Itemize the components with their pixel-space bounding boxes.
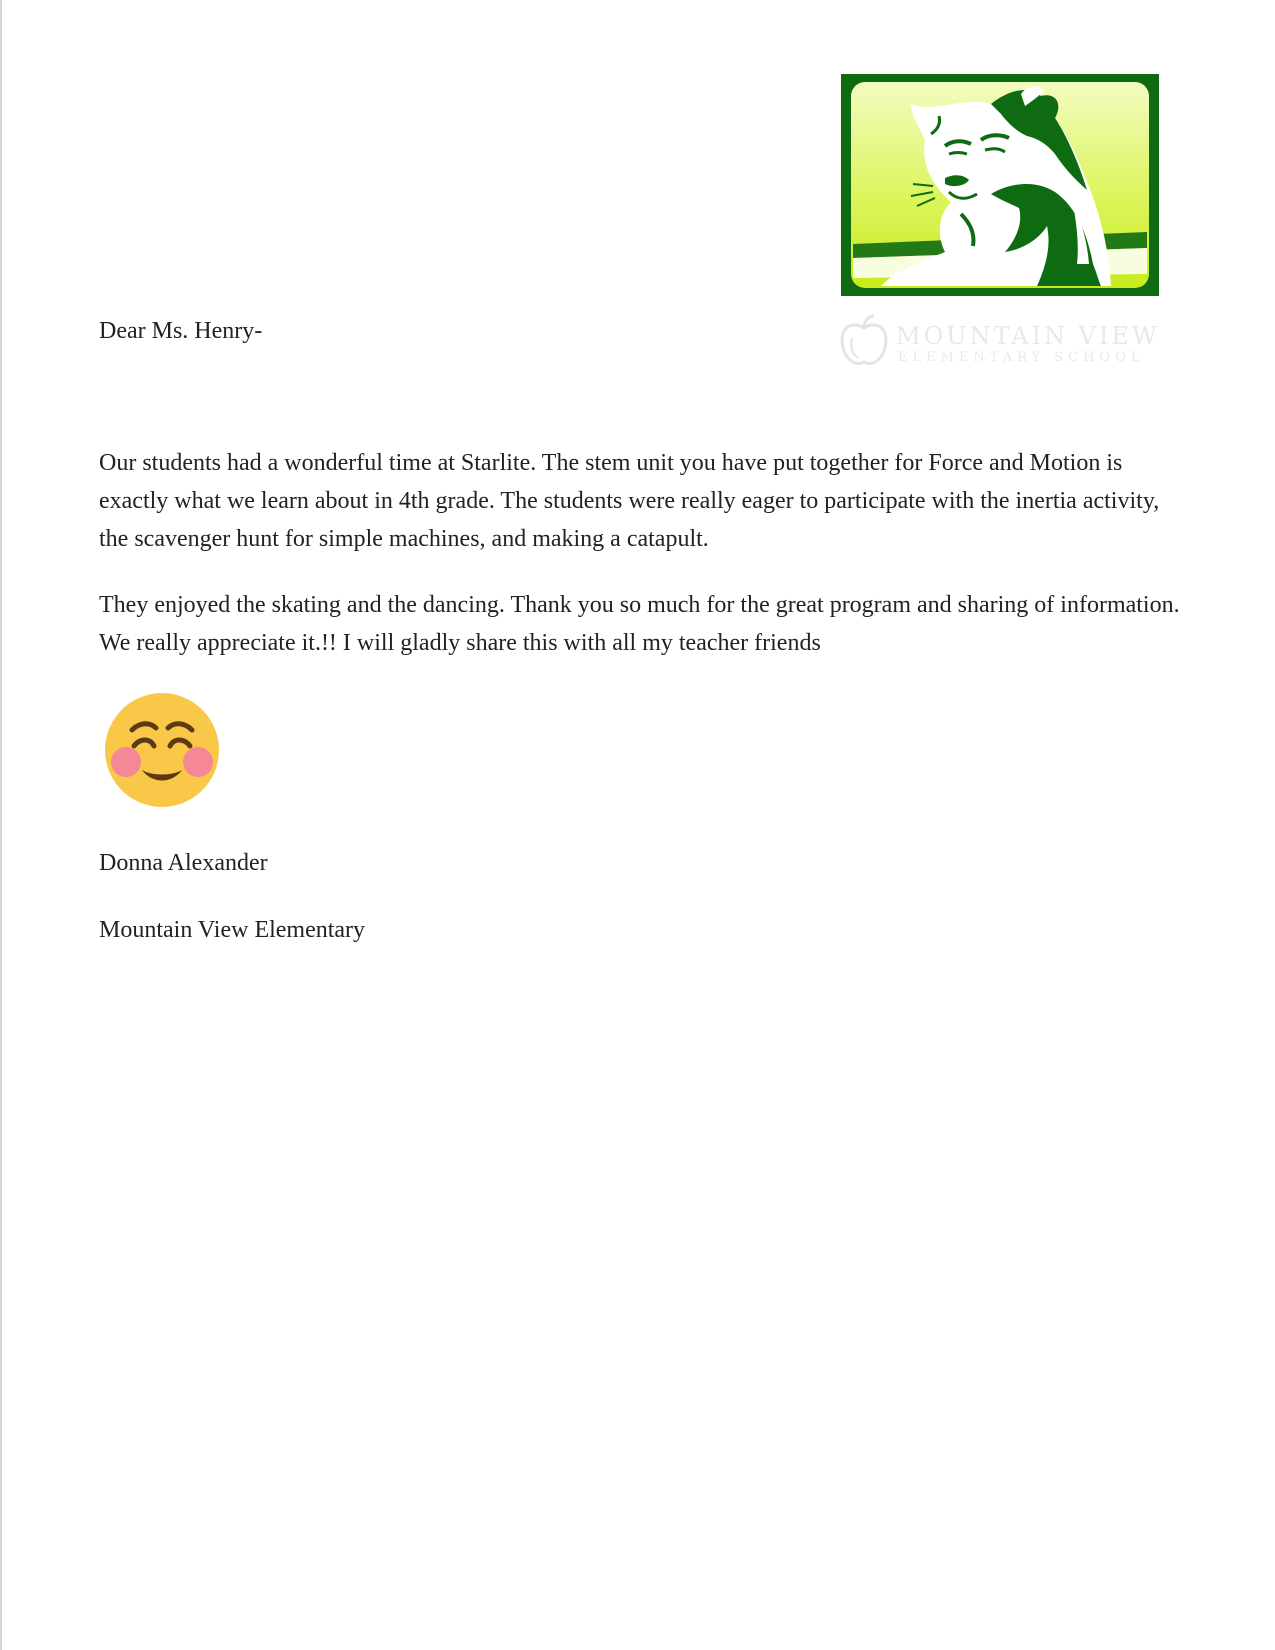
smiling-blushing-face-icon bbox=[104, 692, 220, 808]
cougar-mascot-icon bbox=[841, 74, 1159, 296]
signature-name: Donna Alexander bbox=[99, 850, 268, 876]
body-paragraph: Our students had a wonderful time at Starlite. The stem unit you have put together for Force and Motion is exactly what we learn about in 4th grade. The students were really eager to participate with the inertia activity, the scavenger hunt for simple machines, and making a catapult. bbox=[99, 450, 1160, 552]
school-wordmark bbox=[834, 312, 1179, 372]
signature-organization: Mountain View Elementary bbox=[99, 917, 366, 943]
body-paragraph: They enjoyed the skating and the dancing. Thank you so much for the great program and sharing of information. We really appreciate it.!! I will gladly share this with all my teacher friends bbox=[99, 592, 1180, 656]
school-logo bbox=[841, 74, 1159, 296]
wordmark-line1: MOUNTAIN VIEW bbox=[896, 322, 1160, 350]
apple-icon bbox=[834, 312, 894, 372]
wordmark-line2: ELEMENTARY SCHOOL bbox=[898, 350, 1145, 365]
salutation: Dear Ms. Henry- bbox=[99, 318, 263, 344]
